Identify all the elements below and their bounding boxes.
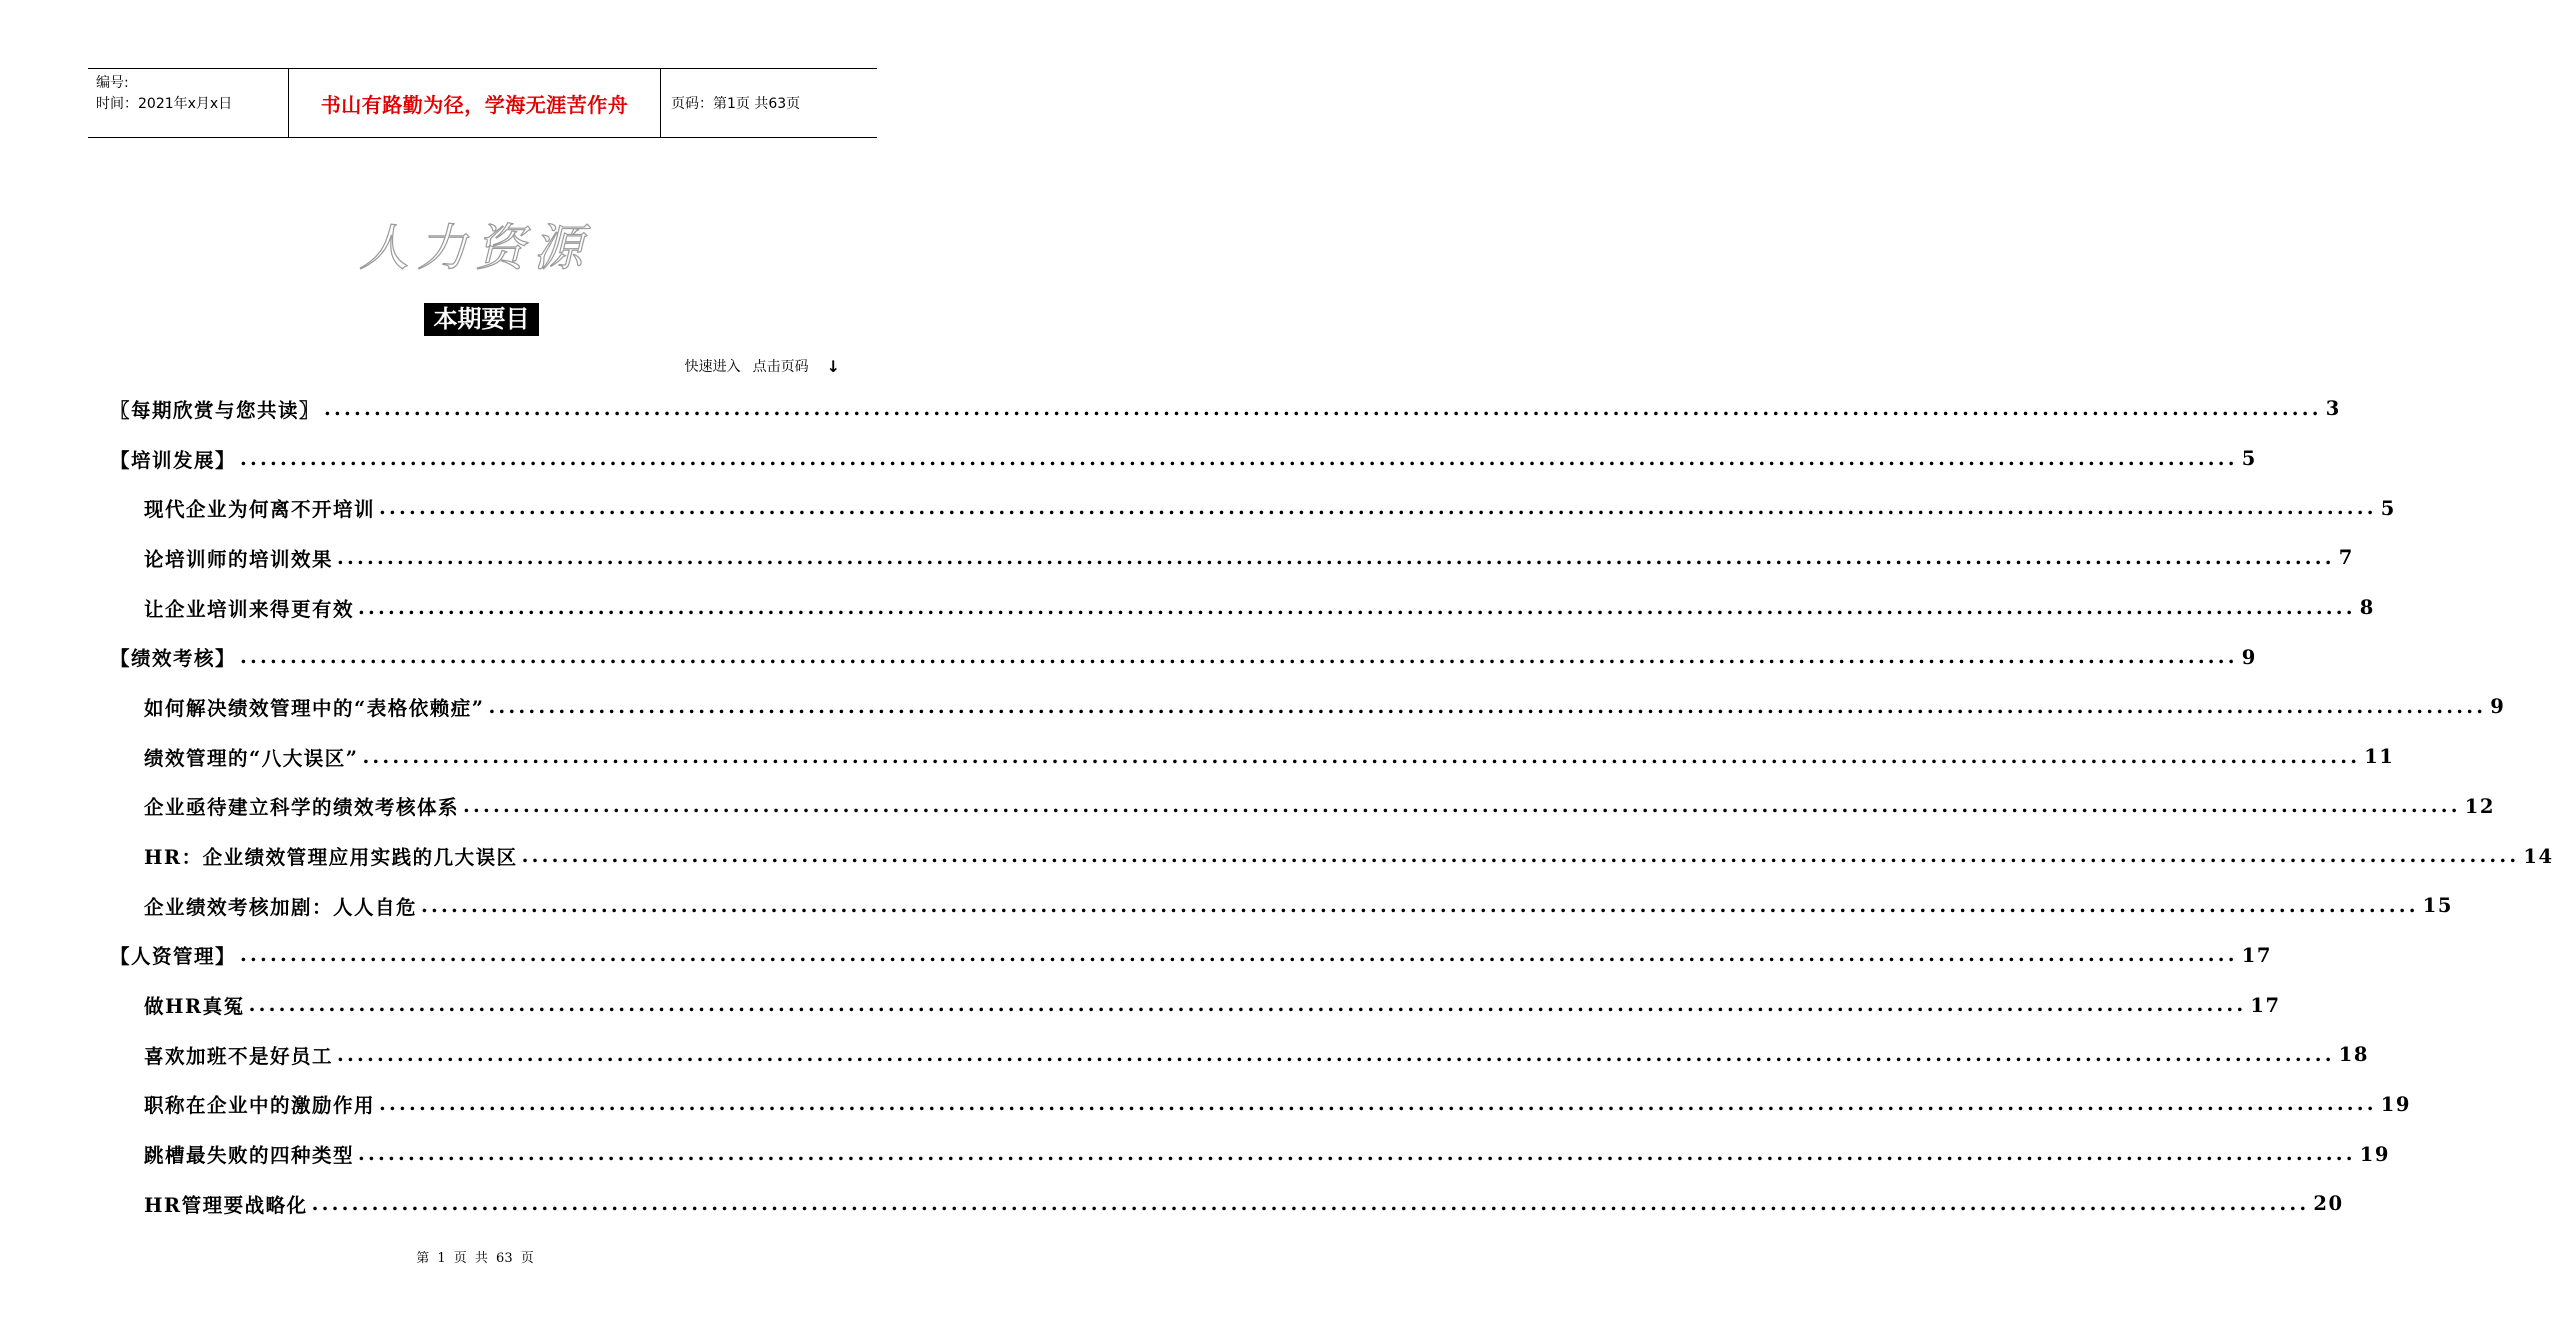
toc-entry[interactable] (110, 384, 2341, 434)
toc-leader-dots: ........................................................................................................................................................................................................ (240, 645, 2238, 669)
toc-entry-title[interactable]: 让企业培训来得更有效 (144, 597, 355, 621)
toc-entry-page-link[interactable]: 9 (2241, 645, 2257, 669)
toc-entry-page-link[interactable]: 15 (2422, 894, 2453, 918)
toc-entry-page-link[interactable]: 8 (2359, 596, 2375, 620)
toc-entry-title[interactable]: 〖每期欣赏与您共读〗 (110, 398, 321, 422)
toc-leader-dots: ........................................................................................................................................................................................................ (379, 1092, 2377, 1116)
toc-entry[interactable] (110, 682, 2506, 732)
toc-entry-title[interactable]: 【绩效考核】 (110, 647, 237, 671)
toc-entry-page-link[interactable]: 5 (2241, 447, 2257, 471)
toc-entry-title[interactable]: 企业亟待建立科学的绩效考核体系 (144, 796, 460, 820)
toc-entry-title[interactable]: HR：企业绩效管理应用实践的几大误区 (144, 846, 518, 870)
header-motto: 书山有路勤为径，学海无涯苦作舟 (288, 69, 661, 137)
toc-leader-dots: ........................................................................................................................................................................................................ (488, 694, 2487, 718)
toc-entry-title[interactable]: 【人资管理】 (110, 945, 237, 969)
toc-entry[interactable] (110, 931, 2272, 981)
toc-entry-title[interactable]: 【培训发展】 (110, 448, 237, 472)
number-label: 编号: (96, 75, 129, 91)
toc-entry-page-link[interactable]: 12 (2464, 794, 2495, 818)
logo-title: 人力资源 (359, 219, 591, 277)
toc-entry-title[interactable]: 做HR真冤 (144, 995, 245, 1019)
toc-entry-page-link[interactable]: 19 (2359, 1142, 2390, 1166)
toc-entry[interactable] (110, 831, 2554, 881)
toc-entry[interactable] (110, 483, 2396, 533)
toc-leader-dots: ........................................................................................................................................................................................................ (358, 595, 2356, 619)
toc-leader-dots: ........................................................................................................................................................................................................ (379, 496, 2377, 520)
toc-entry[interactable] (110, 1179, 2344, 1229)
toc-entry-page-link[interactable]: 9 (2490, 695, 2506, 719)
header-page-label: 页码：第1页 共63页 (671, 96, 801, 112)
toc-entry-title[interactable]: 现代企业为何离不开培训 (144, 498, 376, 522)
toc-entry-page-link[interactable]: 17 (2241, 943, 2272, 967)
toc-entry-page-link[interactable]: 20 (2313, 1192, 2344, 1216)
toc-leader-dots: ........................................................................................................................................................................................................ (248, 993, 2247, 1017)
toc-entry-page-link[interactable]: 19 (2380, 1092, 2411, 1116)
toc-entry-page-link[interactable]: 5 (2380, 496, 2396, 520)
quick-hint (685, 356, 840, 376)
toc-entry[interactable] (110, 732, 2395, 782)
toc-leader-dots: ........................................................................................................................................................................................................ (240, 943, 2238, 967)
toc-entry-page-link[interactable]: 3 (2325, 397, 2341, 421)
toc-leader-dots: ........................................................................................................................................................................................................ (337, 1042, 2335, 1066)
toc-leader-dots: ........................................................................................................................................................................................................ (337, 545, 2335, 569)
toc-entry[interactable] (110, 1129, 2390, 1179)
click-page-text: 点击页码 (752, 359, 809, 375)
toc-leader-dots: ........................................................................................................................................................................................................ (421, 893, 2419, 917)
toc-leader-dots: ........................................................................................................................................................................................................ (463, 794, 2461, 818)
toc-entry-title[interactable]: 企业绩效考核加剧：人人自危 (144, 895, 418, 919)
toc-entry-title[interactable]: 喜欢加班不是好员工 (144, 1044, 334, 1068)
toc-entry-page-link[interactable]: 18 (2338, 1043, 2369, 1067)
toc-entry-title[interactable]: HR管理要战略化 (144, 1193, 308, 1217)
toc-entry-page-link[interactable]: 7 (2338, 546, 2354, 570)
table-of-contents (110, 384, 2554, 1229)
toc-entry[interactable] (110, 1080, 2411, 1130)
toc-entry-title[interactable]: 论培训师的培训效果 (144, 547, 334, 571)
time-label: 时间：2021年x月x日 (96, 96, 233, 112)
toc-leader-dots: ........................................................................................................................................................................................................ (324, 396, 2322, 420)
page-footer: 第 1 页 共 63 页 (416, 1251, 534, 1266)
toc-entry-title[interactable]: 职称在企业中的激励作用 (144, 1094, 376, 1118)
quick-enter-text: 快速进入 (684, 359, 741, 375)
toc-entry-page-link[interactable]: 14 (2523, 844, 2554, 868)
toc-leader-dots: ........................................................................................................................................................................................................ (362, 744, 2361, 768)
issue-title: 本期要目 (424, 303, 539, 336)
header-meta (88, 69, 288, 137)
arrow-down-icon: ↓ (826, 356, 840, 376)
toc-entry[interactable] (110, 533, 2354, 583)
toc-entry[interactable] (110, 583, 2375, 633)
toc-entry[interactable] (110, 434, 2257, 484)
toc-entry-page-link[interactable]: 17 (2250, 993, 2281, 1017)
toc-entry[interactable] (110, 782, 2495, 832)
toc-entry-title[interactable]: 跳槽最失败的四种类型 (144, 1144, 355, 1168)
toc-leader-dots: ........................................................................................................................................................................................................ (240, 446, 2238, 470)
toc-leader-dots: ........................................................................................................................................................................................................ (358, 1142, 2356, 1166)
toc-entry[interactable] (110, 881, 2453, 931)
toc-entry-title[interactable]: 如何解决绩效管理中的“表格依赖症” (144, 696, 485, 720)
page-header (88, 68, 877, 138)
toc-entry-page-link[interactable]: 11 (2364, 745, 2395, 769)
toc-entry[interactable] (110, 980, 2281, 1030)
toc-leader-dots: ........................................................................................................................................................................................................ (311, 1191, 2310, 1215)
toc-leader-dots: ........................................................................................................................................................................................................ (521, 844, 2520, 868)
toc-entry[interactable] (110, 1030, 2369, 1080)
toc-entry[interactable] (110, 632, 2257, 682)
toc-entry-title[interactable]: 绩效管理的“八大误区” (144, 746, 359, 770)
